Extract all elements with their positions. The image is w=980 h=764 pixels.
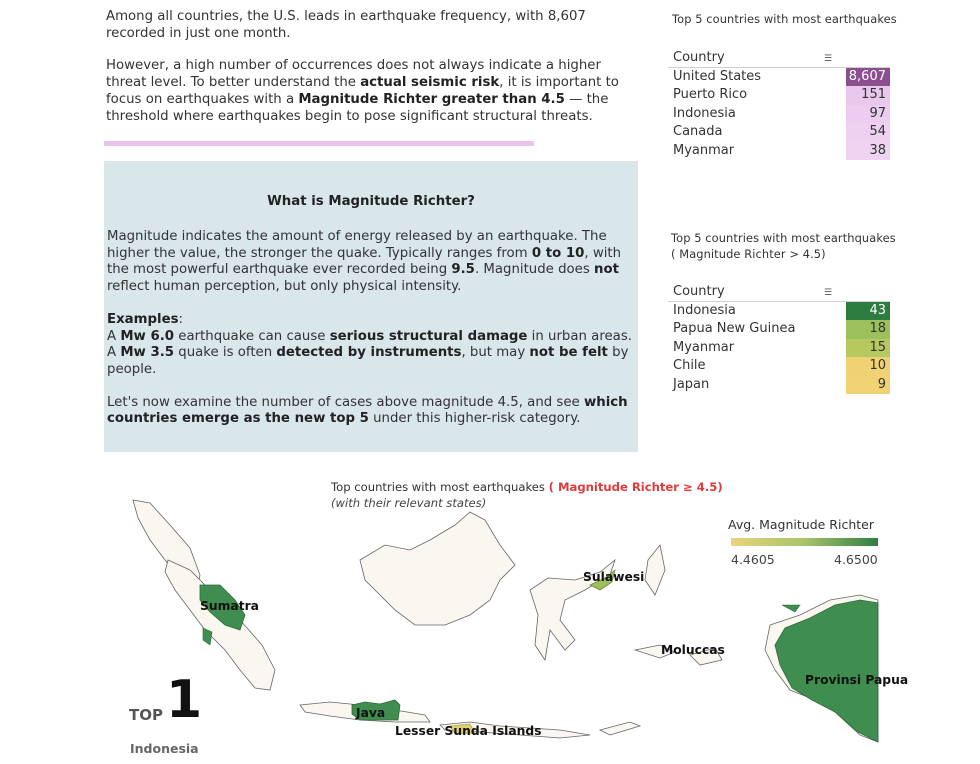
table2-subtitle: ( Magnitude Richter > 4.5)	[671, 247, 826, 261]
table2-column-header[interactable]: Country	[673, 284, 725, 299]
country-name: Indonesia	[673, 105, 736, 121]
map-region-papua-island	[782, 605, 800, 612]
table1-column-header[interactable]: Country	[673, 50, 725, 65]
country-name: Papua New Guinea	[673, 321, 796, 337]
rank-country: Indonesia	[130, 741, 199, 756]
intro-paragraph-1: Among all countries, the U.S. leads in earthquake frequency, with 8,607 recorded in just one month.	[106, 9, 586, 41]
info-paragraph-1: Magnitude indicates the amount of energy released by an earthquake. The higher the value, the stronger the quake. Typically ranges from 0 to 10, with the most powerful earthquake ever recorded being 9.5. Magnitude does not reflect human perception, but only physical intensity.	[107, 229, 622, 295]
rank-number: 1	[166, 670, 203, 730]
info-examples: Examples: A Mw 6.0 earthquake can cause serious structural damage in urban areas. A Mw 3.5 quake is often detected by instruments, but may not be felt by people.	[107, 311, 632, 377]
sort-icon[interactable]: ☰	[824, 54, 833, 64]
count-value: 38	[846, 142, 890, 160]
country-name: Canada	[673, 124, 723, 140]
count-value: 43	[846, 302, 890, 320]
country-name: Chile	[673, 358, 706, 374]
count-value: 9	[846, 376, 890, 394]
rank-label: TOP	[129, 706, 163, 724]
count-value: 54	[846, 123, 890, 141]
count-value: 18	[846, 320, 890, 338]
country-name: Myanmar	[673, 142, 735, 158]
country-name: Puerto Rico	[673, 87, 748, 103]
map-subtitle: (with their relevant states)	[331, 496, 487, 510]
map-title: Top countries with most earthquakes ( Magnitude Richter ≥ 4.5) (with their relevant states)	[331, 480, 723, 510]
info-paragraph-3: Let's now examine the number of cases above magnitude 4.5, and see which countries emerge as the new top 5 under this higher-risk category.	[107, 394, 628, 427]
label-java: Java	[356, 706, 386, 720]
country-name: Japan	[673, 376, 710, 392]
map-land-timor	[600, 722, 640, 735]
table1-title: Top 5 countries with most earthquakes	[672, 12, 897, 26]
count-value: 151	[846, 86, 890, 104]
legend-min: 4.4605	[731, 552, 775, 567]
country-name: Indonesia	[673, 303, 736, 318]
info-title: What is Magnitude Richter?	[267, 194, 475, 209]
map-land-borneo	[360, 512, 515, 625]
country-name: Myanmar	[673, 339, 735, 355]
count-value: 15	[846, 339, 890, 357]
table2-title: Top 5 countries with most earthquakes	[671, 231, 896, 245]
count-value: 10	[846, 357, 890, 375]
legend-max: 4.6500	[834, 552, 878, 567]
count-value: 8,607	[846, 68, 890, 86]
label-papua: Provinsi Papua	[805, 673, 909, 687]
label-sumatra: Sumatra	[200, 599, 259, 613]
label-moluccas: Moluccas	[661, 643, 725, 657]
sort-icon[interactable]: ☰	[824, 288, 833, 298]
count-value: 97	[846, 105, 890, 123]
intro-paragraph-2: However, a high number of occurrences does not always indicate a higher threat level. To better understand the actual seismic risk, it is important to focus on earthquakes with a Magnitude Richter greater than 4.5 — the threshold where earthquakes begin to pose significant structural threats.	[106, 58, 619, 124]
label-sulawesi: Sulawesi	[583, 570, 645, 584]
map-land-halmahera	[645, 545, 665, 595]
label-lesser-sunda: Lesser Sunda Islands	[395, 724, 542, 738]
legend-title: Avg. Magnitude Richter	[728, 517, 874, 532]
country-name: United States	[673, 69, 762, 84]
